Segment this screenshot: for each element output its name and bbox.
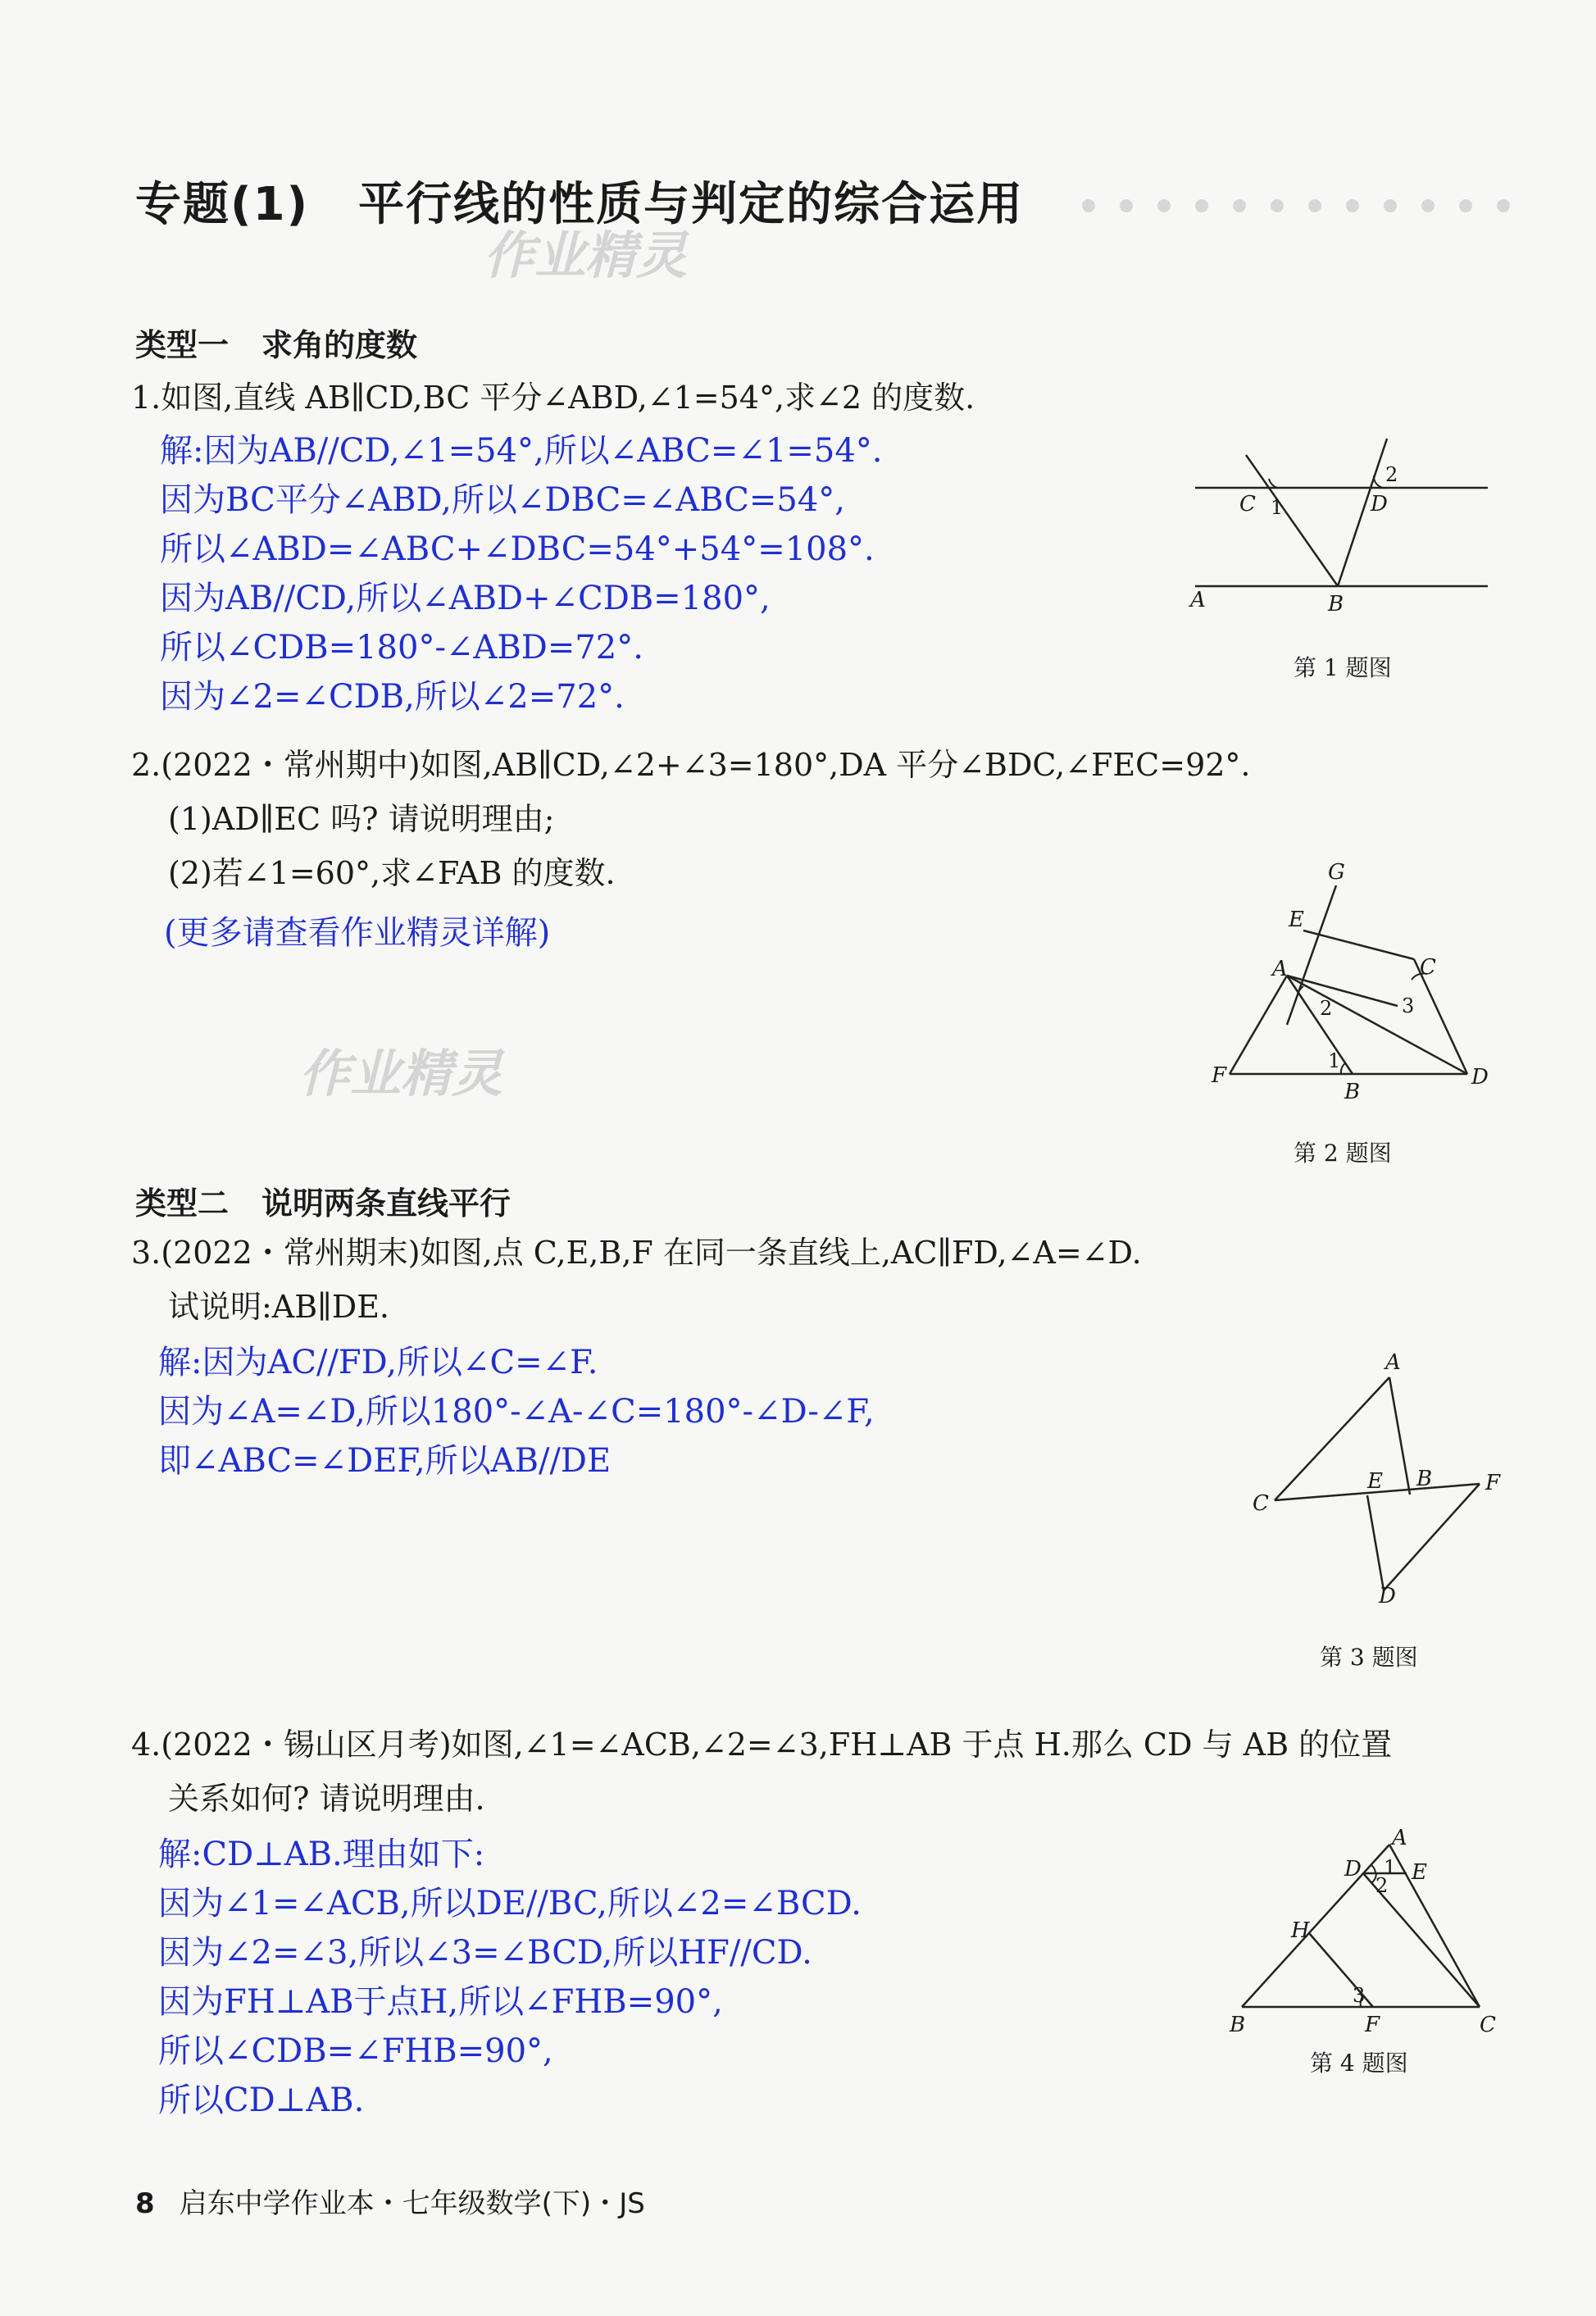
- watermark: 作业精灵: [484, 225, 688, 285]
- label-e: E: [1412, 1860, 1427, 1885]
- label-c: C: [1420, 955, 1436, 980]
- answer-line: 即∠ABC=∠DEF,所以AB//DE: [158, 1442, 612, 1480]
- figure-3: [1230, 1336, 1508, 1615]
- answer-line: 所以∠CDB=180°-∠ABD=72°.: [160, 629, 643, 667]
- figure-2-caption: 第 2 题图: [1294, 1140, 1392, 1167]
- question-2-text: [131, 738, 1251, 900]
- label-1: 1: [1328, 1049, 1341, 1072]
- question-1-answer: [160, 426, 883, 721]
- book-title: 启东中学作业本・七年级数学(下)・JS: [179, 2187, 645, 2220]
- label-b: B: [1344, 1080, 1361, 1104]
- label-a: A: [1190, 588, 1206, 612]
- line-ec: [1303, 930, 1414, 959]
- label-1: 1: [1384, 1856, 1397, 1879]
- angle-1-arc: [1371, 1865, 1375, 1873]
- figure-4-caption: 第 4 题图: [1310, 2050, 1408, 2077]
- answer-line: 解:因为AB//CD,∠1=54°,所以∠ABC=∠1=54°.: [160, 432, 883, 470]
- line-fd: [1384, 1484, 1480, 1590]
- label-b: B: [1328, 592, 1344, 617]
- answer-line: 因为∠2=∠3,所以∠3=∠BCD,所以HF//CD.: [158, 1934, 812, 1972]
- label-2: 2: [1375, 1874, 1389, 1897]
- decorative-dots: [1082, 199, 1535, 216]
- figure-4: [1213, 1820, 1508, 2041]
- label-h: H: [1291, 1918, 1310, 1943]
- label-e: E: [1367, 1469, 1383, 1494]
- section-heading-2: 类型二 说明两条直线平行: [135, 1185, 512, 1222]
- answer-line: 因为BC平分∠ABD,所以∠DBC=∠ABC=54°,: [160, 481, 846, 519]
- label-e: E: [1289, 908, 1304, 932]
- label-g: G: [1328, 860, 1345, 885]
- question-3-answer: [158, 1338, 875, 1486]
- answer-line: 解:因为AC//FD,所以∠C=∠F.: [158, 1344, 598, 1381]
- label-c: C: [1239, 492, 1256, 516]
- figure-1-caption: 第 1 题图: [1294, 654, 1392, 681]
- label-a: A: [1272, 957, 1288, 981]
- answer-line: 因为AB//CD,所以∠ABD+∠CDB=180°,: [160, 580, 771, 617]
- line-de: [1367, 1495, 1384, 1590]
- label-d: D: [1344, 1857, 1362, 1881]
- label-d: D: [1379, 1584, 1396, 1608]
- question-1-text: 1.如图,直线 AB∥CD,BC 平分∠ABD,∠1=54°,求∠2 的度数.: [131, 380, 975, 416]
- label-b: B: [1230, 2013, 1246, 2037]
- label-c: C: [1480, 2013, 1496, 2037]
- question-2-answer: (更多请查看作业精灵详解): [164, 914, 551, 952]
- label-f: F: [1365, 2013, 1380, 2037]
- line-ab: [1389, 1377, 1410, 1495]
- line-bc: [1246, 455, 1338, 586]
- question-3-text: [131, 1226, 1142, 1334]
- section-heading-1: 类型一 求角的度数: [135, 327, 418, 363]
- answer-line: 因为∠1=∠ACB,所以DE//BC,所以∠2=∠BCD.: [158, 1885, 862, 1922]
- page-number: 8: [135, 2187, 155, 2220]
- line-ad: [1287, 976, 1467, 1074]
- answer-line: 因为FH⊥AB于点H,所以∠FHB=90°,: [158, 1983, 723, 2021]
- answer-line: 因为∠2=∠CDB,所以∠2=72°.: [160, 678, 625, 716]
- watermark: 作业精灵: [299, 1044, 503, 1103]
- line-ab: [1242, 1845, 1389, 2007]
- question-line: (2)若∠1=60°,求∠FAB 的度数.: [168, 855, 616, 891]
- topic-title: 平行线的性质与判定的综合运用: [358, 178, 1025, 231]
- answer-line: 所以∠CDB=∠FHB=90°,: [158, 2032, 553, 2070]
- label-d: D: [1471, 1065, 1489, 1090]
- question-line: 2.(2022・常州期中)如图,AB∥CD,∠2+∠3=180°,DA 平分∠BDC,∠FEC=92°.: [131, 747, 1251, 783]
- topic-label: 专题(1): [135, 178, 310, 231]
- question-line: 关系如何? 请说明理由.: [168, 1781, 485, 1817]
- answer-line: 所以CD⊥AB.: [158, 2082, 365, 2119]
- label-b: B: [1416, 1467, 1433, 1491]
- label-f: F: [1485, 1471, 1501, 1495]
- figure-1: [1180, 426, 1508, 631]
- label-2: 2: [1320, 997, 1333, 1020]
- answer-line: 所以∠ABD=∠ABC+∠DBC=54°+54°=108°.: [160, 530, 875, 568]
- label-f: F: [1212, 1063, 1227, 1088]
- question-line: (1)AD∥EC 吗? 请说明理由;: [168, 801, 555, 837]
- question-4-answer: [158, 1830, 862, 2125]
- label-a: A: [1392, 1826, 1407, 1850]
- label-1: 1: [1271, 496, 1284, 519]
- question-4-text: [131, 1718, 1392, 1826]
- line-ac: [1389, 1845, 1480, 2007]
- question-line: 4.(2022・锡山区月考)如图,∠1=∠ACB,∠2=∠3,FH⊥AB 于点 H.那么 CD 与 AB 的位置: [131, 1727, 1393, 1763]
- figure-2: [1197, 853, 1508, 1115]
- figure-3-caption: 第 3 题图: [1320, 1644, 1418, 1671]
- page-footer: [135, 2181, 645, 2221]
- question-line: 试说明:AB∥DE.: [168, 1289, 390, 1325]
- label-3: 3: [1402, 994, 1415, 1017]
- angle-1-arc: [1341, 1063, 1345, 1074]
- label-3: 3: [1353, 1984, 1366, 2007]
- label-d: D: [1371, 492, 1388, 516]
- answer-line: 因为∠A=∠D,所以180°-∠A-∠C=180°-∠D-∠F,: [158, 1393, 875, 1431]
- answer-line: 解:CD⊥AB.理由如下:: [158, 1836, 485, 1873]
- label-2: 2: [1385, 463, 1398, 486]
- label-c: C: [1253, 1491, 1269, 1516]
- line-af: [1230, 976, 1287, 1074]
- label-a: A: [1385, 1350, 1401, 1375]
- angle-1-arc: [1269, 479, 1277, 488]
- question-line: 3.(2022・常州期末)如图,点 C,E,B,F 在同一条直线上,AC∥FD,∠A=∠D.: [131, 1235, 1142, 1271]
